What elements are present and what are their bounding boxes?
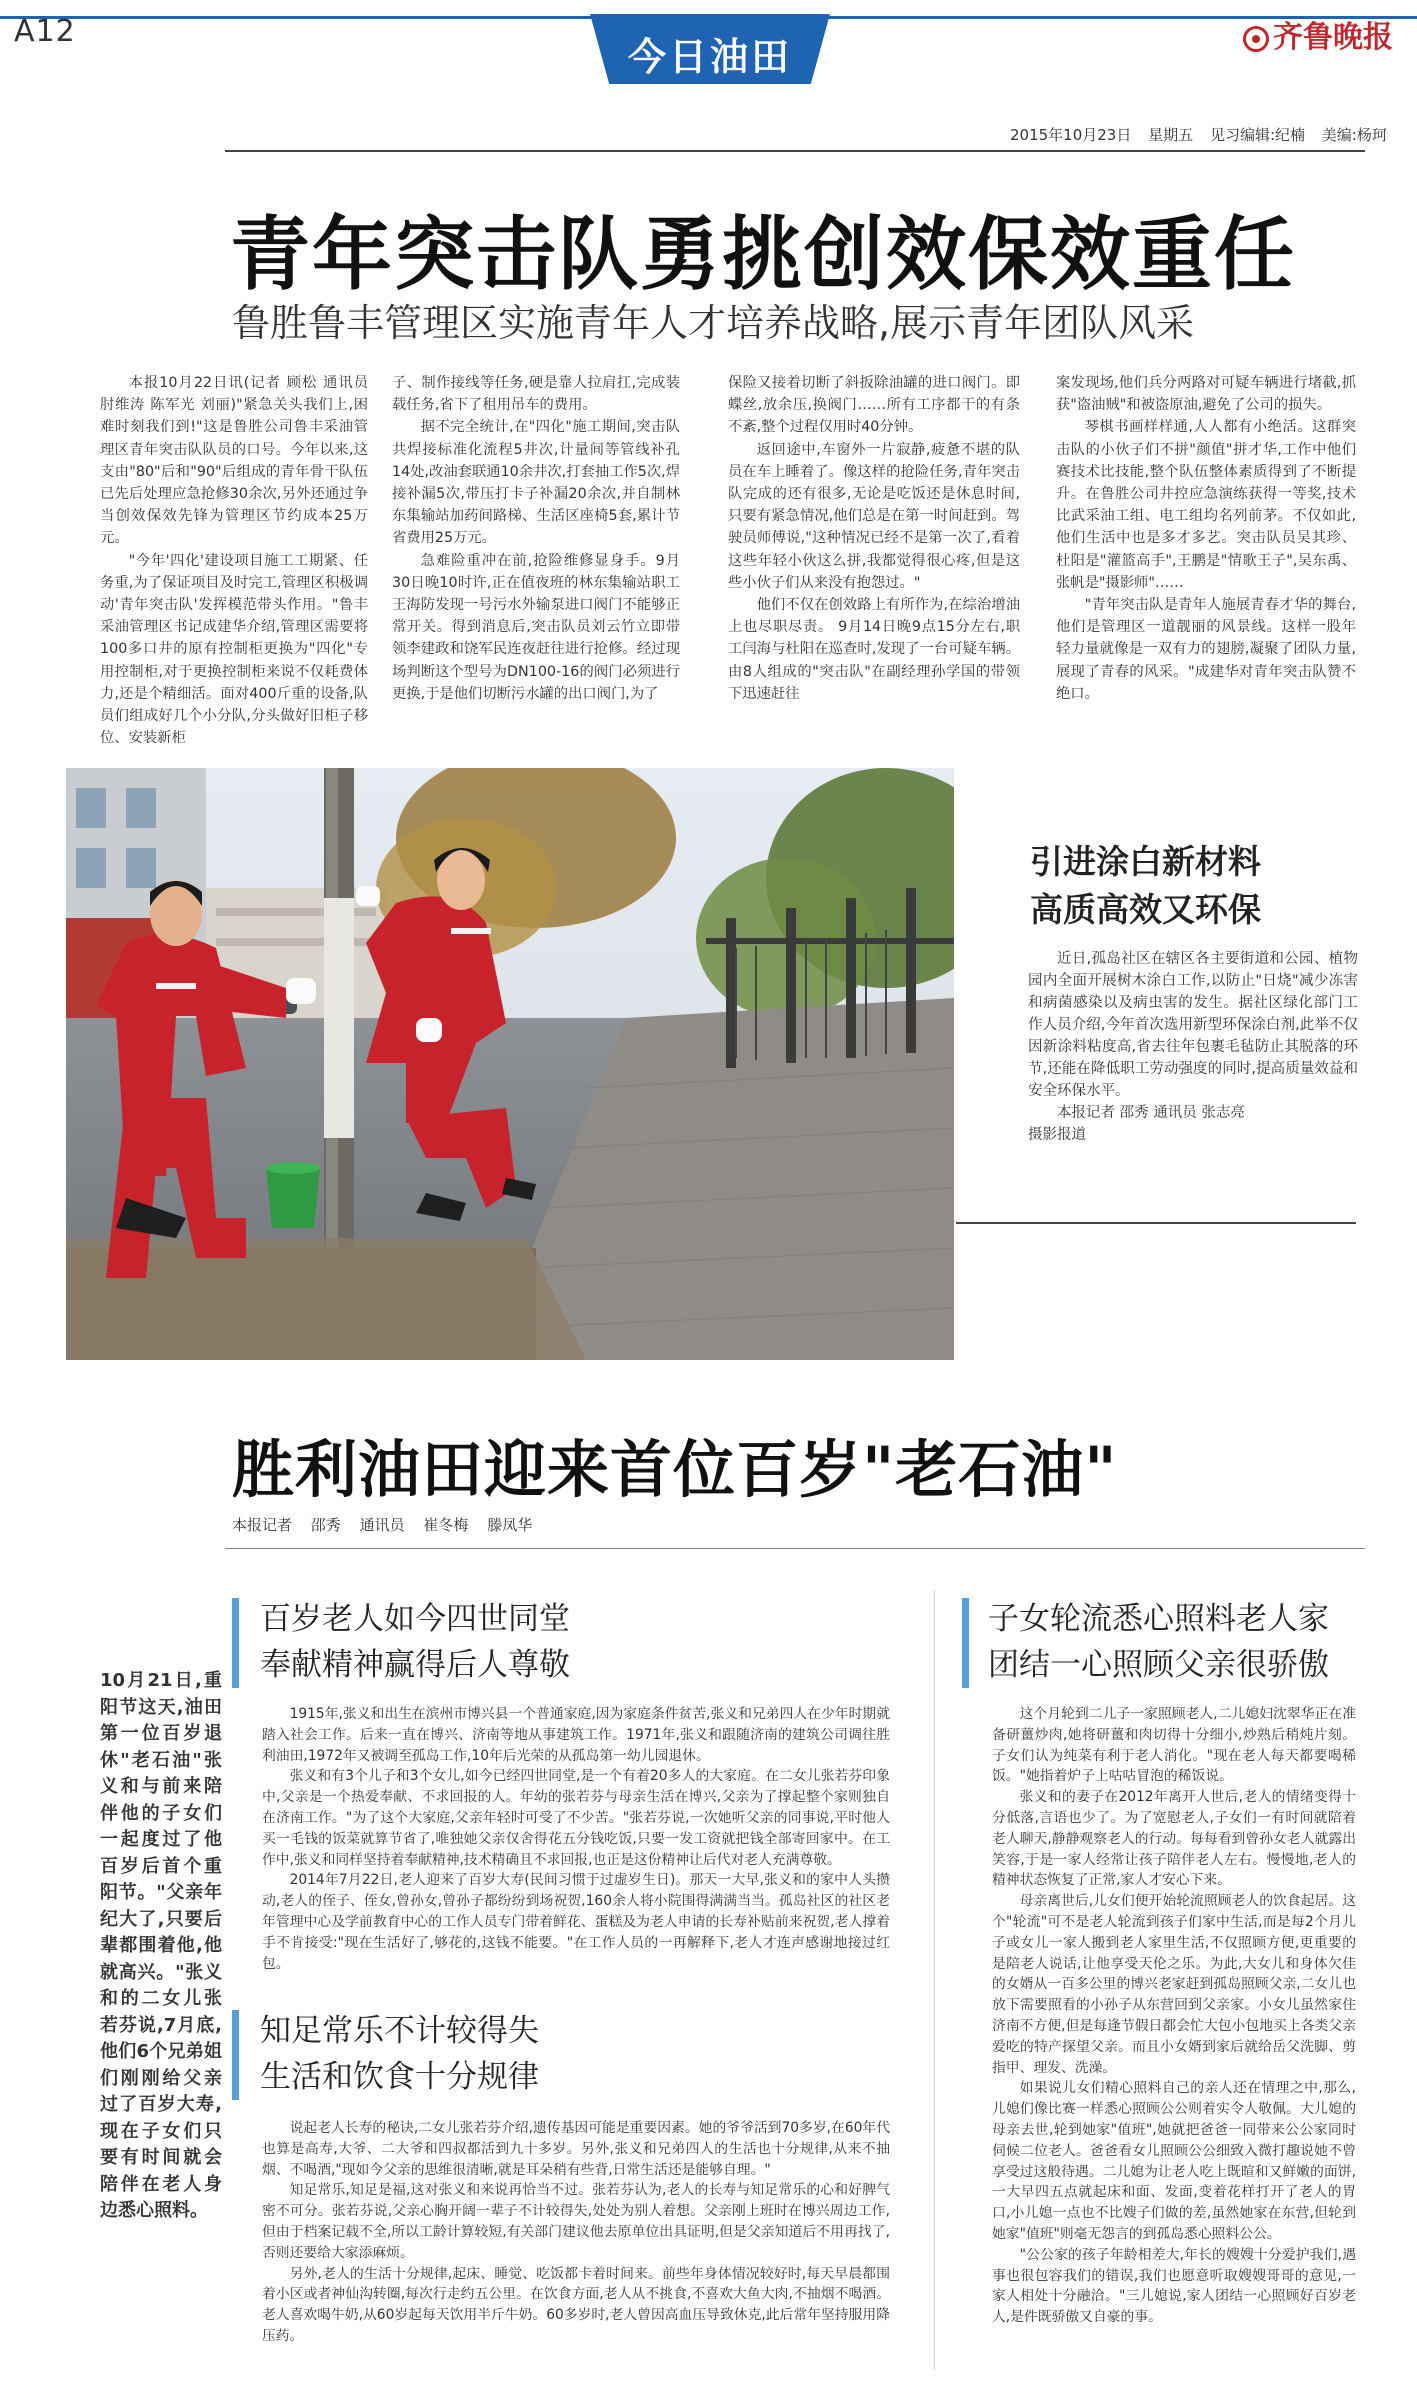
byline-item: 本报记者 xyxy=(232,1516,293,1534)
paragraph: 案发现场,他们兵分两路对可疑车辆进行堵截,抓获"盗油贼"和被盗原油,避免了公司的损失。 xyxy=(1056,375,1356,414)
paragraph: 张义和的妻子在2012年离开人世后,老人的情绪变得十分低落,言语也少了。为了宽慰老人,子女们一有时间就陪着老人聊天,静静观察老人的行动。每每看到曾孙女老人就露出笑容,于是一家人经常让孩子陪伴老人左右。慢慢地,老人的精神状态恢复了正常,家人才安心下来。 xyxy=(992,1789,1356,1889)
headline-1: 青年突击队勇挑创效保效重任 xyxy=(230,208,1296,301)
section1-body xyxy=(262,1704,890,1974)
byline-item: 通讯员 xyxy=(359,1516,405,1534)
column-divider xyxy=(934,1590,935,2370)
photo-story-title xyxy=(1030,838,1261,934)
section2-body xyxy=(262,2118,890,2347)
paragraph: 另外,老人的生活十分规律,起床、睡觉、吃饭都卡着时间来。前些年身体情况较好时,每天早晨都围着小区或者神仙沟转圈,每次行走约五公里。在饮食方面,老人从不挑食,不喜欢大鱼大肉,不抽烟不喝酒。老人喜欢喝牛奶,从60岁起每天饮用半斤牛奶。60多岁时,老人曾因高血压导致休克,此后常年坚持服用降压药。 xyxy=(262,2265,890,2344)
brand-name: 齐鲁晚报 xyxy=(1273,20,1393,55)
section3-title-line-1: 子女轮流悉心照料老人家 xyxy=(988,1601,1329,1637)
photo-story-text xyxy=(1028,948,1358,1146)
paragraph: 母亲离世后,儿女们便开始轮流照顾老人的饮食起居。这个"轮流"可不是老人轮流到孩子们家中生活,而是每2个月儿子或女儿一家人搬到老人家里生活,不仅照顾方便,更重要的是陪老人说话,让他享受天伦之乐。为此,大女儿和身体欠佳的女婿从一百多公里的博兴老家赶到孤岛照顾父亲,二女儿也放下需要照看的小孙子从东营回到父亲家。小女儿虽然家住济南不方便,但是每逢节假日都会忙大包小包地买上各类父亲爱吃的特产探望父亲。而且小女婿到家后就给岳父洗脚、剪指甲、理发、洗澡。 xyxy=(992,1893,1356,2076)
paragraph: 知足常乐,知足是福,这对张义和来说再恰当不过。张若芬认为,老人的长寿与知足常乐的心和好脾气密不可分。张若芬说,父亲心胸开阔一辈子不计较得失,处处为别人着想。父亲刚上班时在博兴周边工作,但由于档案记载不全,所以工龄计算较短,有关部门建议他去原单位出具证明,但是父亲知道后不用再找了,否则还要给大家添麻烦。 xyxy=(262,2182,890,2261)
brand-mark-icon xyxy=(1243,26,1269,52)
section-title: 今日油田 xyxy=(627,35,792,79)
subheadline-1: 鲁胜鲁丰管理区实施青年人才培养战略,展示青年团队风采 xyxy=(232,301,1195,345)
subhead-bar xyxy=(232,1598,239,1688)
paragraph: 如果说儿女们精心照料自己的亲人还在情理之中,那么,儿媳们像比赛一样悉心照顾公公则着实令人敬佩。大儿媳的母亲去世,轮到她家"值班",她就把爸爸一同带来公公家同时伺候二位老人。爸爸看女儿照顾公公细致入微打趣说她不曾享受过这般待遇。二儿媳为让老人吃上既暄和又鲜嫩的面饼,一大早四五点就起床和面、发面,变着花样打开了老人的胃口,小儿媳一点也不比嫂子们做的差,虽然她家在东营,但轮到她家"值班"则毫无怨言的到孤岛悉心照料公公。 xyxy=(992,2080,1356,2242)
story2-rule xyxy=(225,1548,1365,1549)
paragraph: 急难险重冲在前,抢险维修显身手。9月30日晚10时许,正在值夜班的林东集输站职工王海防发现一号污水外输泵进口阀门不能够正常开关。得到消息后,突击队员刘云竹立即带领李建政和饶军民连夜赶往进行抢修。经过现场判断这个型号为DN100-16的阀门必须进行更换,于是他们切断污水罐的出口阀门,为了 xyxy=(392,552,680,702)
story1-column-1 xyxy=(100,372,368,749)
byline-2 xyxy=(232,1514,546,1535)
paragraph: 张义和有3个儿子和3个女儿,如今已经四世同堂,是一个有着20多人的大家庭。在二女儿张若芬印象中,父亲是一个热爱奉献、不求回报的人。年幼的张若芬与母亲生活在博兴,父亲为了撑起整个家则独自在济南工作。"为了这个大家庭,父亲年轻时可受了不少苦。"张若芬说,一次她听父亲的同事说,平时他人买一毛钱的饭菜就算节省了,唯独她父亲仅舍得花五分钱吃饭,只要一发工资就把钱全部寄回家中。在工作中,张义和同样坚持着奉献精神,技术精确且不求回报,也正是这份精神让后代对老人充满尊敬。 xyxy=(262,1768,890,1868)
section2-title-line-2: 生活和饮食十分规律 xyxy=(260,2059,539,2095)
photo-credit: 本报记者 邵秀 通讯员 张志亮 xyxy=(1057,1105,1245,1121)
paragraph: 说起老人长寿的秘诀,二女儿张若芬介绍,遗传基因可能是重要因素。她的爷爷活到70多岁,在60年代也算是高寿,大爷、二大爷和四叔都活到九十多岁。另外,张义和兄弟四人的生活也十分规律,从来不抽烟、不喝酒,"现如今父亲的思维很清晰,就是耳朵稍有些背,日常生活还是能够自理。" xyxy=(262,2120,890,2178)
section3-title xyxy=(988,1596,1329,1688)
paragraph: 返回途中,车窗外一片寂静,疲惫不堪的队员在车上睡着了。像这样的抢险任务,青年突击队完成的还有很多,无论是吃饭还是休息时间,只要有紧急情况,他们总是在第一时间赶到。驾驶员师傅说,"这种情况已经不是第一次了,看着这些年轻小伙这么拼,我都觉得很心疼,但是这些小伙子们从来没有抱怨过。" xyxy=(728,441,1020,591)
subhead-bar xyxy=(232,2010,239,2100)
paragraph: 他们不仅在创效路上有所作为,在综治增油上也尽职尽责。 9月14日晚9点15分左右,职工闫海与杜阳在巡查时,发现了一台可疑车辆。由8人组成的"突击队"在副经理孙学国的带领下迅速赶往 xyxy=(728,597,1020,702)
paragraph: 2014年7月22日,老人迎来了百岁大寿(民间习惯于过虚岁生日)。那天一大早,张义和的家中人头攒动,老人的侄子、侄女,曾孙女,曾孙子都纷纷到场祝贺,160余人将小院围得满满当当。孤岛社区的社区老年管理中心及学前教育中心的工作人员专门带着鲜花、蛋糕及为老人申请的长寿补贴前来祝贺,老人撑着手不肯接受:"现在生活好了,够花的,这钱不能要。"在工作人员的一再解释下,老人才连声感谢地接过红包。 xyxy=(262,1872,890,1972)
paragraph: "青年突击队是青年人施展青春才华的舞台,他们是管理区一道靓丽的风景线。这样一股年轻力量就像是一双有力的翅膀,凝聚了团队力量,展现了青春的风采。"成建华对青年突击队赞不绝口。 xyxy=(1056,597,1356,702)
photo-title-line-2: 高质高效又环保 xyxy=(1030,890,1261,929)
paragraph: "公公家的孩子年龄相差大,年长的嫂嫂十分爱护我们,遇事也很包容我们的错误,我们也愿意听取嫂嫂哥哥的意见,一家人相处十分融洽。"三儿媳说,家人团结一心照顾好百岁老人,是件既骄傲又自豪的事。 xyxy=(992,2246,1356,2326)
section1-title-line-1: 百岁老人如今四世同堂 xyxy=(260,1601,570,1637)
byline-item: 滕凤华 xyxy=(487,1516,533,1534)
section2-title-line-1: 知足常乐不计较得失 xyxy=(260,2013,539,2049)
paragraph: "今年'四化'建设项目施工工期紧、任务重,为了保证项目及时完工,管理区积极调动'青年突击队'发挥模范带头作用。"鲁丰采油管理区书记成建华介绍,管理区需要将100多口井的原有控制柜更换为"四化"专用控制柜,对于更换控制柜来说不仅耗费体力,还是个精细活。面对400斤重的设备,队员们组成好几个小分队,分头做好旧柜子移位、安装新柜 xyxy=(100,552,368,747)
section3-body xyxy=(992,1704,1356,2328)
paragraph: 这个月轮到二儿子一家照顾老人,二儿媳妇沈翠华正在准备研薑炒肉,她将研薑和肉切得十分细小,炒熟后稍炖片刻。子女们认为纯菜有利于老人消化。"现在老人每天都要喝稀饭。"她指着炉子上咕咕冒泡的稀饭说。 xyxy=(992,1706,1356,1785)
photo-credit-2: 摄影报道 xyxy=(1028,1127,1086,1143)
paragraph: 保险又接着切断了斜扳除油罐的进口阀门。即蝶丝,放余压,换阀门……所有工序都干的有条不紊,整个过程仅用时40分钟。 xyxy=(728,375,1020,436)
issue-date: 2015年10月23日 xyxy=(1010,126,1132,144)
news-photo-tree-whitewashing xyxy=(66,768,954,1360)
header-rule xyxy=(225,150,1365,152)
photo-story-rule xyxy=(956,1222,1356,1224)
section-band xyxy=(590,14,830,84)
photo-title-line-1: 引进涂白新材料 xyxy=(1030,842,1261,881)
byline-item: 崔冬梅 xyxy=(423,1516,469,1534)
page-number: A12 xyxy=(14,14,76,49)
story1-column-4 xyxy=(1056,372,1356,705)
paragraph: 子、制作接线等任务,硬是靠人拉肩扛,完成装载任务,省下了租用吊车的费用。 xyxy=(392,375,680,414)
paragraph: 琴棋书画样样通,人人都有小绝活。这群突击队的小伙子们不拼"颜值"拼才华,工作中他们赛技术比技能,整个队伍整体素质得到了不断提升。在鲁胜公司井控应急演练获得一等奖,技术比武采油工组、电工组均名列前茅。不仅如此,他们生活中也是多才多艺。突击队员吴其珍、杜阳是"灌篮高手",王鹏是"情歌王子",吴东禹、张帆是"摄影师"…… xyxy=(1056,419,1356,591)
editor-credit: 见习编辑:纪楠 xyxy=(1209,126,1305,144)
subhead-bar xyxy=(962,1598,969,1688)
brand-logo xyxy=(1243,12,1393,56)
photo-caption: 近日,孤岛社区在辖区各主要街道和公园、植物园内全面开展树木涂白工作,以防止"日烧"减少冻害和病菌感染以及病虫害的发生。据社区绿化部门工作人员介绍,今年首次选用新型环保涂白剂,此举不仅因新涂料粘度高,省去往年包裹毛毡防止其脱落的环节,还能在降低职工劳动强度的同时,提高质量效益和安全环保水平。 xyxy=(1028,951,1358,1099)
section1-title xyxy=(260,1596,570,1688)
story2-lead: 10月21日,重阳节这天,油田第一位百岁退休"老石油"张义和与前来陪伴他的子女们一起度过了他百岁后首个重阳节。"父亲年纪大了,只要后辈都围着他,他就高兴。"张义和的二女儿张若芬说,7月底,他们6个兄弟姐们刚刚给父亲过了百岁大寿,现在子女们只要有时间就会陪伴在老人身边悉心照料。 xyxy=(100,1670,222,2221)
story1-column-2 xyxy=(392,372,680,705)
paragraph: 据不完全统计,在"四化"施工期间,突击队共焊接标准化流程5井次,计量间等管线补孔14处,改油套联通10余井次,打套抽工作5次,焊接补漏5次,带压打卡子补漏20余次,并自制林东集输站加药间路梯、生活区座椅5套,累计节省费用25万元。 xyxy=(392,419,680,547)
paragraph: 本报10月22日讯(记者 顾松 通讯员 肘维涛 陈军光 刘丽)"紧急关头我们上,困难时刻我们到!"这是鲁胜公司鲁丰采油管理区青年突击队队员的口号。今年以来,这支由"80"后和"90"后组成的青年骨干队伍已先后处理应急抢修30余次,另外还通过争当创效保效先锋为管理区节约成本25万元。 xyxy=(100,375,368,547)
dateline xyxy=(1010,124,1399,145)
story1-column-3 xyxy=(728,372,1020,705)
designer-credit: 美编:杨珂 xyxy=(1321,126,1387,144)
section1-title-line-2: 奉献精神赢得后人尊敬 xyxy=(260,1647,570,1683)
byline-item: 邵秀 xyxy=(310,1516,341,1534)
headline-2: 胜利油田迎来首位百岁"老石油" xyxy=(232,1433,1118,1506)
section3-title-line-2: 团结一心照顾父亲很骄傲 xyxy=(988,1647,1329,1683)
issue-weekday: 星期五 xyxy=(1148,126,1194,144)
section2-title xyxy=(260,2008,539,2100)
paragraph: 1915年,张义和出生在滨州市博兴县一个普通家庭,因为家庭条件贫苦,张义和兄弟四人在少年时期就踏入社会工作。后来一直在博兴、济南等地从事建筑工作。1971年,张义和跟随济南的建筑公司调往胜利油田,1972年又被调至孤岛工作,10年后光荣的从孤岛第一幼儿园退休。 xyxy=(262,1706,890,1764)
